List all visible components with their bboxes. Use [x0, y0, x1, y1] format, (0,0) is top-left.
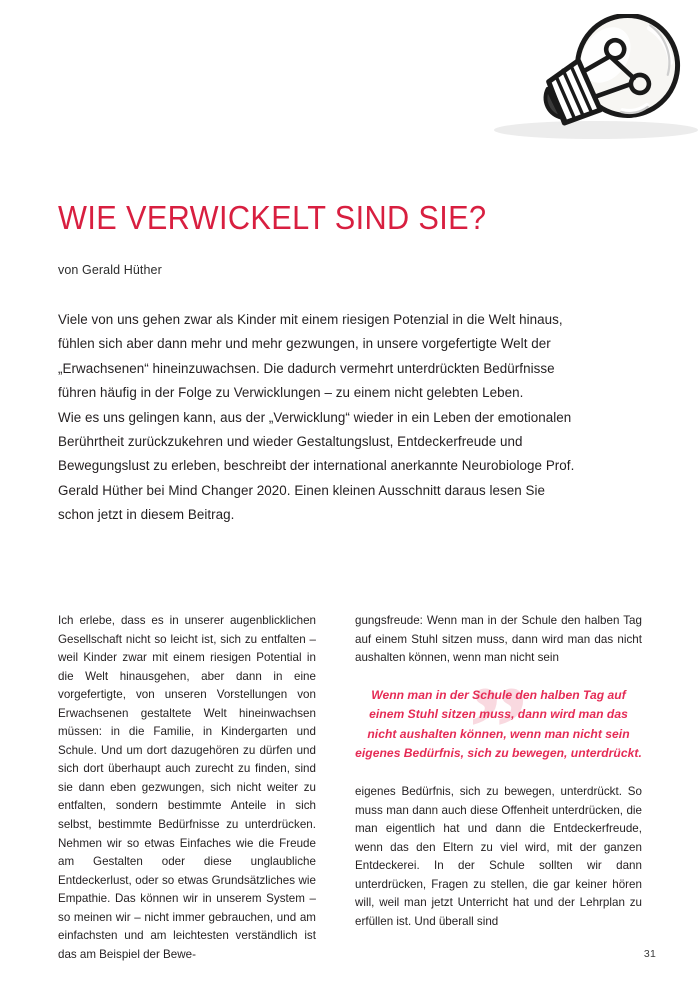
article-title: WIE VERWICKELT SIND SIE?	[58, 199, 487, 237]
pull-quote-block	[355, 660, 642, 794]
body-text-right-bottom: eigenes Bedürfnis, sich zu bewegen, unterdrückt. So muss man dann auch diese Offenheit unterdrücken, die man eigentlich hat und dann die Entdeckerfreude, wenn das den Eltern zu viel wird, mit der ganzen Entdeckerei. In der Schule sollten wir dann unterdrücken, Fragen zu stellen, die gar keiner hören will, weil man jetzt Unterricht hat und der Lehrplan zu erfüllen ist. Und überall sind	[355, 785, 642, 928]
lead-paragraph-2: Wie es uns gelingen kann, aus der „Verwicklung“ wieder in ein Leben der emotionalen Berührtheit zurückzukehren und wieder Gestaltungslust, Entdeckerfreude und Bewegungslust zu erleben, beschreibt der international anerkannte Neurobiologe Prof. Gerald Hüther bei Mind Changer 2020. Einen kleinen Ausschnitt daraus lesen Sie schon jetzt in diesem Beitrag.	[58, 409, 575, 523]
body-column-right	[355, 612, 642, 931]
pull-quote-text: Wenn man in der Schule den halben Tag auf einem Stuhl sitzen muss, dann wird man das nicht aushalten können, wenn man nicht sein eigenes Bedürfnis, sich zu bewegen, unterdrückt.	[355, 687, 642, 761]
body-text-left: Ich erlebe, dass es in unserer augenblicklichen Gesellschaft nicht so leicht ist, sich zu entfalten – weil Kinder zwar mit einem riesigen Potential in die Welt hinausgehen, aber dann in eine vorgefertigte, von unseren Vorstellungen von Erwachsenen gestaltete Welt hineinwachsen müssen: in die Familie, in Kindergarten und Schule. Und um dort dazugehören zu dürfen und sich dort überhaupt auch zurecht zu finden, sind sie dann eben gezwungen, sich nicht weiter zu entfalten, sondern bestimmte Anteile in sich selbst, bestimmte Bedürfnisse zu unterdrücken. Nehmen wir so etwas Einfaches wie die Freude am Gestalten oder diese unglaubliche Entdeckerlust, oder so etwas Grundsätzliches wie Empathie. Das können wir in unserem System – so meinen wir – nicht immer gebrauchen, und am einfachsten und am leichtesten verständlich ist das am Beispiel der Bewe-	[58, 614, 316, 961]
bulb-shadow-ellipse	[494, 121, 698, 139]
body-column-left	[58, 612, 316, 964]
quotation-mark-watermark-icon: ”	[468, 660, 529, 794]
body-text-right-top: gungsfreude: Wenn man in der Schule den halben Tag auf einem Stuhl sitzen muss, dann wird man das nicht aushalten können, wenn man nicht sein	[355, 614, 642, 665]
lead-paragraph-1: Viele von uns gehen zwar als Kinder mit einem riesigen Potenzial in die Welt hinaus, fühlen sich aber dann mehr und mehr gezwungen, in unsere vorgefertigte Welt der „Erwachsenen“ hineinzuwachsen. Die dadurch vermehrt unterdrückten Bedürfnisse führen häufig in der Folge zu Verwicklungen – zu einem nicht gelebten Leben.	[58, 312, 563, 401]
lightbulb-illustration	[478, 14, 700, 146]
article-body-columns	[58, 612, 642, 961]
article-lead	[58, 308, 578, 528]
article-byline: von Gerald Hüther	[58, 263, 162, 277]
page-number: 31	[643, 948, 656, 960]
